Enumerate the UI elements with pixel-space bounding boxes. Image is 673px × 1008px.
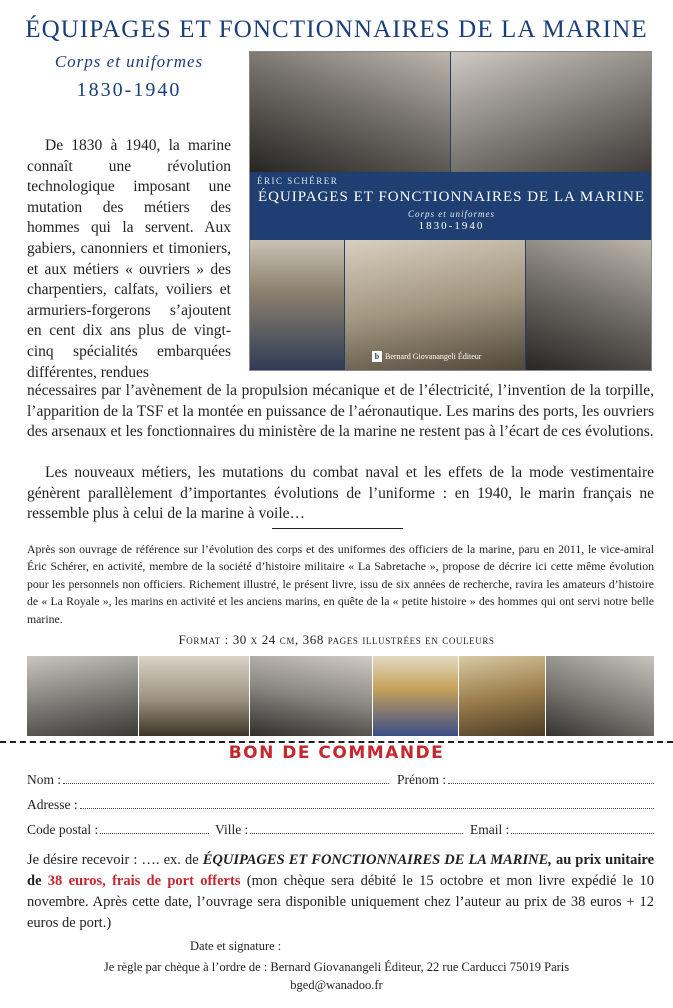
strip-photo-crew xyxy=(27,656,138,736)
city-label: Ville : xyxy=(215,822,249,837)
postcode-field[interactable] xyxy=(27,821,209,838)
contact-email: bged@wanadoo.fr xyxy=(290,978,383,992)
cover-publisher: Bernard Giovanangeli Éditeur xyxy=(385,352,482,361)
order-price-terms: (mon chèque sera débité le 15 octobre et mon livre expédié le 10 novembre. Après cette date, l’ouvrage sera disponible uniquement chez l’auteur au prix de 38 euros + 12 euros de port.) xyxy=(27,873,654,931)
order-details xyxy=(27,850,654,934)
author-blurb: Après son ouvrage de référence sur l’évolution des corps et des uniformes des officiers de la marine, paru en 2011, le vice-amiral Éric Schérer, en activité, membre de la société d’histoire militaire « La Sabretache », propose de décrire ici cette même évolution pour les personnels non officiers. Richement illustré, le présent livre, issu de six années de recherche, ravira les amateurs d’histoire de « La Royale », les marins en activité et les anciens marins, en quête de la « petite histoire » des hommes qui ont servi notre belle marine. xyxy=(27,542,654,626)
postcode-label: Code postal : xyxy=(27,822,99,837)
payment-instructions: Je règle par chèque à l’ordre de : Bernard Giovanangeli Éditeur, 22 rue Carducci 75019 Paris xyxy=(103,960,570,974)
intro-paragraph-part-a: De 1830 à 1940, la marine connaît une révolution technologique imposant une mutation des métiers des hommes qui la servent. Aux gabiers, canonniers et timoniers, et aux métiers « ouvriers » des charpentiers, calfats, voiliers et armuriers-forgerons s’ajoutent en cent dix ans plus de vingt-cinq spécialités embarquées différentes, rendues xyxy=(27,137,231,381)
name-label: Nom : xyxy=(27,772,62,787)
order-price-label: au prix unitaire de xyxy=(27,852,655,889)
strip-photo-deck xyxy=(546,656,654,736)
signature-label: Date et signature : xyxy=(190,939,282,953)
email-label: Email : xyxy=(470,822,510,837)
order-request-text: Je désire recevoir : …. ex. de xyxy=(27,852,203,868)
intro-paragraph-2: Les nouveaux métiers, les mutations du combat naval et les effets de la mode vestimentaire génèrent parallèlement d’importantes évolutions de l’uniforme : en 1940, le marin français ne ressemble plus à celui de la marine à voile… xyxy=(27,464,654,523)
section-divider xyxy=(272,528,403,529)
order-price-value: 38 euros, frais de port offerts xyxy=(47,873,241,889)
cover-photo-engine-room xyxy=(451,52,652,172)
strip-caricature xyxy=(373,656,458,736)
cover-author: ÉRIC SCHÉRER xyxy=(257,176,339,186)
strip-photo-dock xyxy=(250,656,372,736)
name-field[interactable] xyxy=(27,771,389,788)
order-row-address xyxy=(27,796,654,814)
order-form-title: BON DE COMMANDE xyxy=(228,743,445,763)
book-format: Format : 30 x 24 cm, 368 pages illustrées en couleurs xyxy=(178,632,495,647)
address-label: Adresse : xyxy=(27,797,78,812)
photo-strip xyxy=(27,656,654,736)
cover-photo-sailors xyxy=(250,52,450,172)
order-row-city xyxy=(27,821,654,839)
page-subtitle: Corps et uniformes xyxy=(54,52,204,71)
strip-illustration xyxy=(459,656,545,736)
order-row-name xyxy=(27,771,654,789)
city-field[interactable] xyxy=(215,821,463,838)
strip-photo-officer xyxy=(139,656,249,736)
firstname-field[interactable] xyxy=(397,771,654,788)
address-field[interactable] xyxy=(27,796,654,813)
page-title: ÉQUIPAGES ET FONCTIONNAIRES DE LA MARINE xyxy=(25,16,648,43)
cover-subtitle: Corps et uniformes xyxy=(407,209,495,219)
email-field[interactable] xyxy=(470,821,654,838)
intro-paragraph-part-b: nécessaires par l’avènement de la propulsion mécanique et de l’électricité, l’invention de la torpille, l’apparition de la TSF et la montée en puissance de l’aéronautique. Les marins des ports, les ouvriers des arsenaux et les fonctionnaires du ministère de la marine ne restent pas à l’écart de ces évolutions. xyxy=(27,382,654,441)
cover-title: ÉQUIPAGES ET FONCTIONNAIRES DE LA MARINE xyxy=(257,189,646,205)
publisher-logo: b xyxy=(372,351,382,362)
book-cover xyxy=(249,51,652,371)
cover-illustration-sailors xyxy=(250,240,344,371)
page-years: 1830-1940 xyxy=(76,79,182,101)
cover-photo-parade xyxy=(526,240,652,371)
order-book-title: ÉQUIPAGES ET FONCTIONNAIRES DE LA MARINE, xyxy=(202,852,552,868)
cover-years: 1830-1940 xyxy=(418,220,485,232)
firstname-label: Prénom : xyxy=(397,772,447,787)
